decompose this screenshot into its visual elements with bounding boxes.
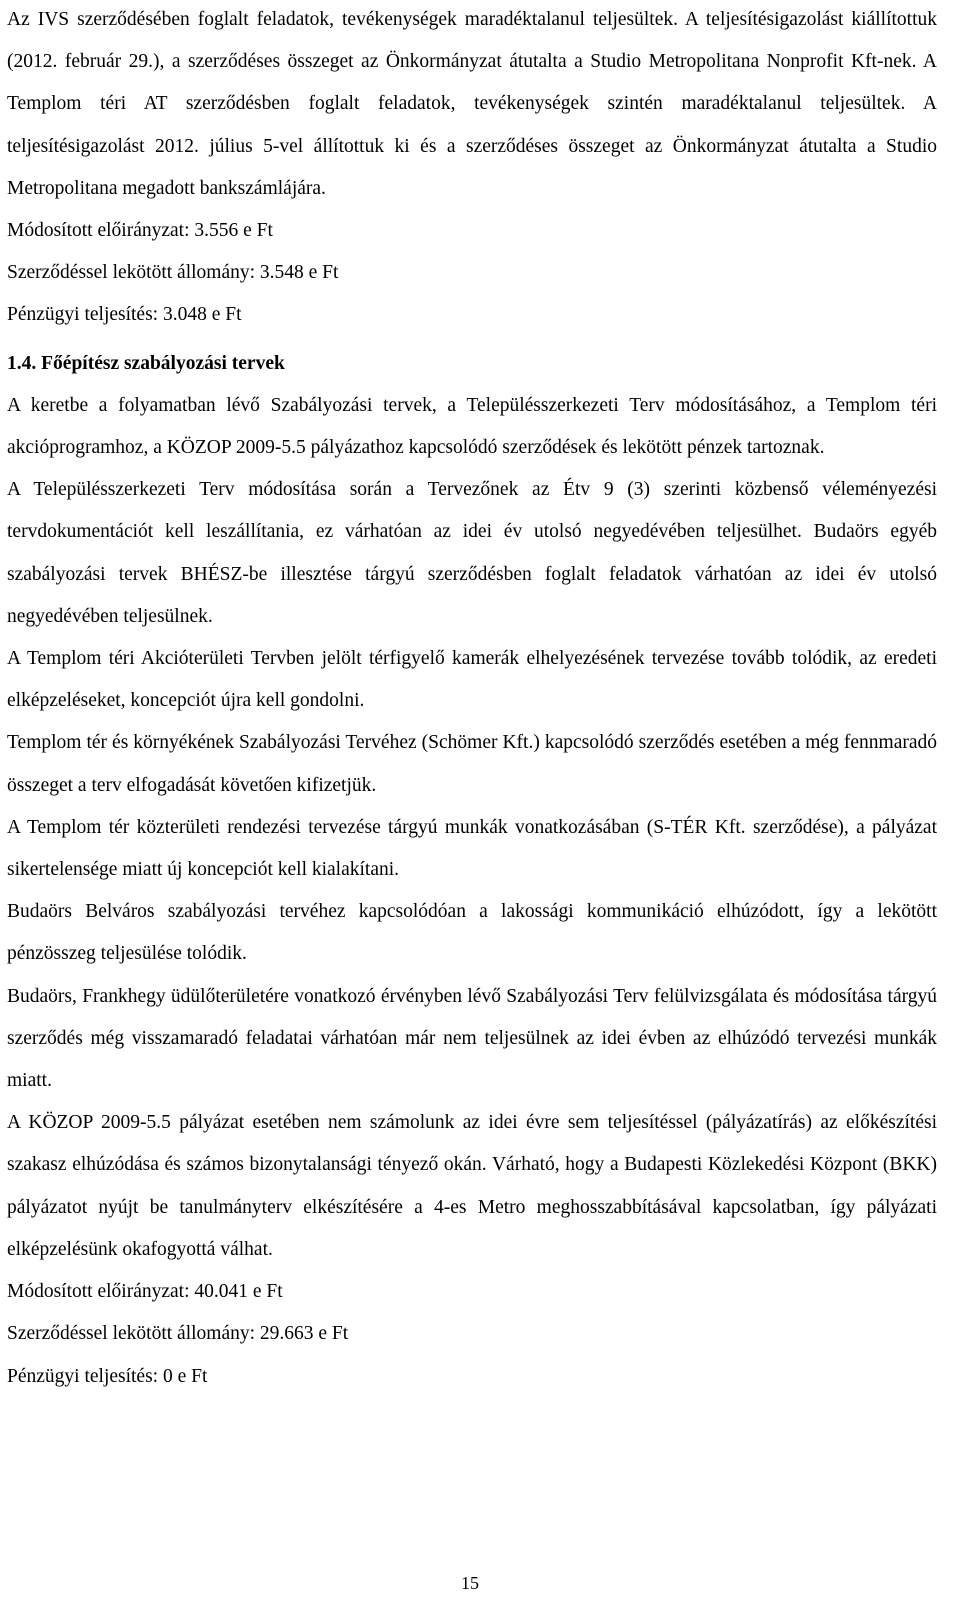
paragraph-cameras: A Templom téri Akcióterületi Tervben jelölt térfigyelő kamerák elhelyezésének tervezése tovább tolódik, az eredeti elképzeléseket, koncepciót újra kell gondolni.: [7, 648, 937, 712]
modified-budget-line: Módosított előirányzat: 3.556 e Ft: [7, 220, 273, 242]
paragraph-structure-plan: A Településszerkezeti Terv módosítása során a Tervezőnek az Étv 9 (3) szerinti közbenső véleményezési tervdokumentációt kell leszállítania, ez várhatóan az idei év utolsó negyedévében teljesülhet. Budaörs egyéb szabályozási tervek BHÉSZ-be illesztése tárgyú szerződésben foglalt feladatok várhatóan az idei év utolsó negyedévében teljesülnek.: [7, 479, 937, 627]
payment-line: Pénzügyi teljesítés: 3.048 e Ft: [7, 304, 242, 326]
contracted-amount-line-bottom: Szerződéssel lekötött állomány: 29.663 e Ft: [7, 1323, 349, 1345]
page-number: 15: [461, 1573, 479, 1593]
paragraph-frankhegy: Budaörs, Frankhegy üdülőterületére vonatkozó érvényben lévő Szabályozási Terv felülvizsgálata és módosítása tárgyú szerződés még visszamaradó feladatai várhatóan már nem teljesülnek az idei évben az elhúzódó tervezési munkák miatt.: [7, 985, 937, 1092]
paragraph-kozop: A KÖZOP 2009-5.5 pályázat esetében nem számolunk az idei évre sem teljesítéssel (pályázatírás) az előkészítési szakasz elhúzódása és számos bizonytalansági tényező okán. Várható, hogy a Budapesti Közlekedési Központ (BKK) pályázatot nyújt be tanulmányterv elkészítésére a 4-es Metro meghosszabbításával kapcsolatban, így pályázati elképzelésünk okafogyottá válhat.: [7, 1112, 937, 1260]
paragraph-schomer: Templom tér és környékének Szabályozási Tervéhez (Schömer Kft.) kapcsolódó szerződés esetében a még fennmaradó összeget a terv elfogadását követően kifizetjük.: [7, 732, 937, 796]
paragraph-ivs-contract: Az IVS szerződésében foglalt feladatok, tevékenységek maradéktalanul teljesültek. A teljesítésigazolást kiállítottuk (2012. február 29.), a szerződéses összeget az Önkormányzat átutalta a Studio Metropolitana Nonprofit Kft-nek. A Templom téri AT szerződésben foglalt feladatok, tevékenységek szintén maradéktalanul teljesültek. A teljesítésigazolást 2012. július 5-vel állítottuk ki és a szerződéses összeget az Önkormányzat átutalta a Studio Metropolitana megadott bankszámlájára.: [7, 9, 937, 199]
modified-budget-line-bottom: Módosított előirányzat: 40.041 e Ft: [7, 1281, 283, 1303]
paragraph-scope: A keretbe a folyamatban lévő Szabályozási tervek, a Településszerkezeti Terv módosításához, a Templom téri akcióprogramhoz, a KÖZOP 2009-5.5 pályázathoz kapcsolódó szerződések és lekötött pénzek tartoznak.: [7, 394, 937, 459]
paragraph-s-ter: A Templom tér közterületi rendezési tervezése tárgyú munkák vonatkozásában (S-TÉR Kft. szerződése), a pályázat sikertelensége miatt új koncepciót kell kialakítani.: [7, 816, 937, 881]
paragraph-downtown: Budaörs Belváros szabályozási tervéhez kapcsolódóan a lakossági kommunikáció elhúzódott, így a lekötött pénzösszeg teljesülése tolódik.: [7, 901, 937, 965]
section-heading: 1.4. Főépítész szabályozási tervek: [7, 352, 285, 374]
contracted-amount-line: Szerződéssel lekötött állomány: 3.548 e Ft: [7, 262, 339, 284]
document-page: [7, 0, 937, 1398]
payment-line-bottom: Pénzügyi teljesítés: 0 e Ft: [7, 1365, 208, 1387]
